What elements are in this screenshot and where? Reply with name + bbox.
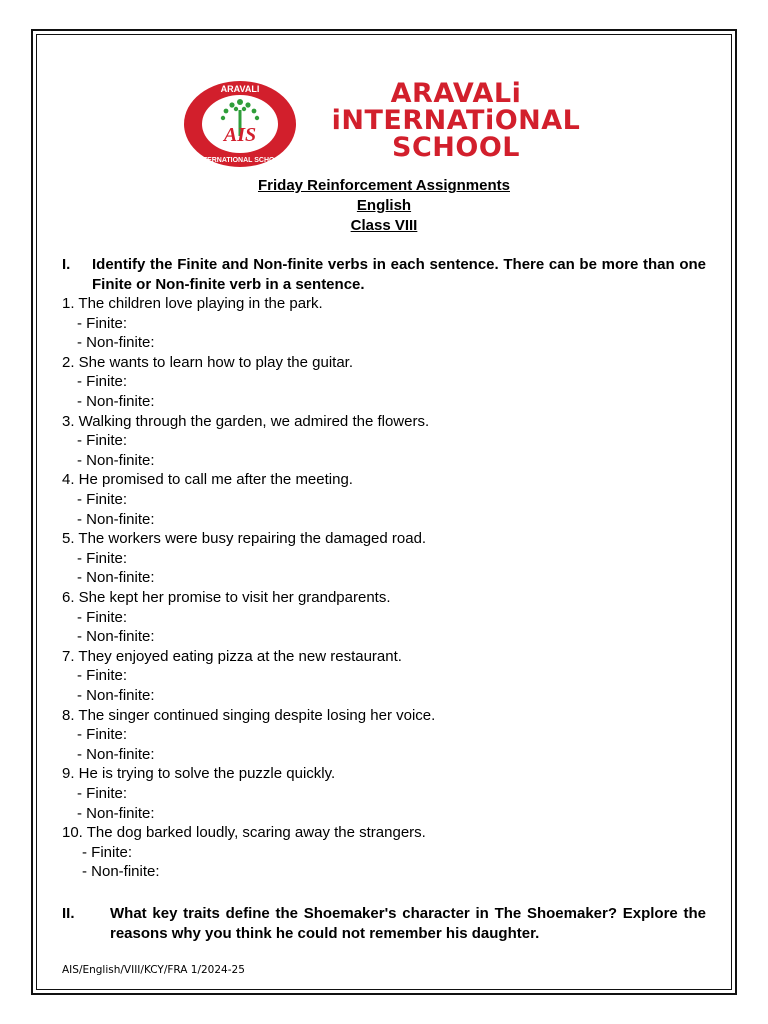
school-name-line3: SCHOOL [392, 132, 520, 163]
finite-answer-label: - Finite: [77, 667, 128, 684]
seal-top-text: ARAVALI [220, 84, 260, 94]
nonfinite-answer-label: - Non-finite: [77, 628, 155, 645]
nonfinite-answer-label: - Non-finite: [77, 687, 155, 704]
exercise-sentence: 8. The singer continued singing despite losing her voice. [62, 707, 436, 724]
assignment-title: Friday Reinforcement Assignments [257, 177, 510, 194]
exercise-sentence: 5. The workers were busy repairing the damaged road. [62, 530, 427, 547]
exercise-sentence: 10. The dog barked loudly, scaring away the strangers. [62, 824, 426, 841]
exercise-sentence: 6. She kept her promise to visit her grandparents. [62, 589, 391, 606]
nonfinite-answer-label: - Non-finite: [77, 393, 155, 410]
finite-answer-label: - Finite: [77, 726, 128, 743]
exercise-sentence: 1. The children love playing in the park. [62, 295, 323, 312]
finite-answer-label: - Finite: [77, 373, 128, 390]
exercise-sentence: 4. He promised to call me after the meeting. [62, 471, 353, 488]
finite-answer-label: - Finite: [77, 609, 128, 626]
finite-answer-label: - Finite: [77, 491, 128, 508]
school-name-line1: ARAVALi [390, 78, 522, 109]
nonfinite-answer-label: - Non-finite: [77, 569, 155, 586]
exercise-sentence: 2. She wants to learn how to play the guitar. [62, 354, 354, 371]
school-name-wordmark [306, 80, 606, 161]
school-name-line2: iNTERNATiONAL [331, 105, 581, 136]
subject-heading: English [356, 197, 412, 214]
finite-answer-label: - Finite: [77, 315, 128, 332]
nonfinite-answer-label: - Non-finite: [77, 805, 155, 822]
exercise-sentence: 7. They enjoyed eating pizza at the new restaurant. [62, 648, 402, 665]
finite-answer-label: - Finite: [77, 550, 128, 567]
exercise-sentence: 3. Walking through the garden, we admired the flowers. [62, 413, 430, 430]
section-1-instruction: Identify the Finite and Non-finite verbs in each sentence. There can be more than one Finite or Non-finite verb in a sentence. [92, 256, 706, 293]
nonfinite-answer-label: - Non-finite: [82, 863, 160, 880]
exercise-sentence: 9. He is trying to solve the puzzle quickly. [62, 765, 336, 782]
section-2-question: What key traits define the Shoemaker's character in The Shoemaker? Explore the reasons why you think he could not remember his daughter. [110, 905, 706, 942]
class-heading: Class VIII [350, 217, 418, 234]
document-footer-code: AIS/English/VIII/KCY/FRA 1/2024-25 [62, 964, 245, 976]
finite-answer-label: - Finite: [77, 785, 128, 802]
finite-answer-label: - Finite: [82, 844, 133, 861]
nonfinite-answer-label: - Non-finite: [77, 746, 155, 763]
section-1-number: I. [62, 256, 71, 273]
nonfinite-answer-label: - Non-finite: [77, 452, 155, 469]
nonfinite-answer-label: - Non-finite: [77, 334, 155, 351]
finite-answer-label: - Finite: [77, 432, 128, 449]
nonfinite-answer-label: - Non-finite: [77, 511, 155, 528]
section-2-number: II. [62, 905, 75, 922]
seal-ring-text: INTERNATIONAL SCHOOL [195, 157, 285, 164]
seal-monogram: AIS [223, 124, 257, 146]
school-seal-logo [181, 78, 299, 170]
